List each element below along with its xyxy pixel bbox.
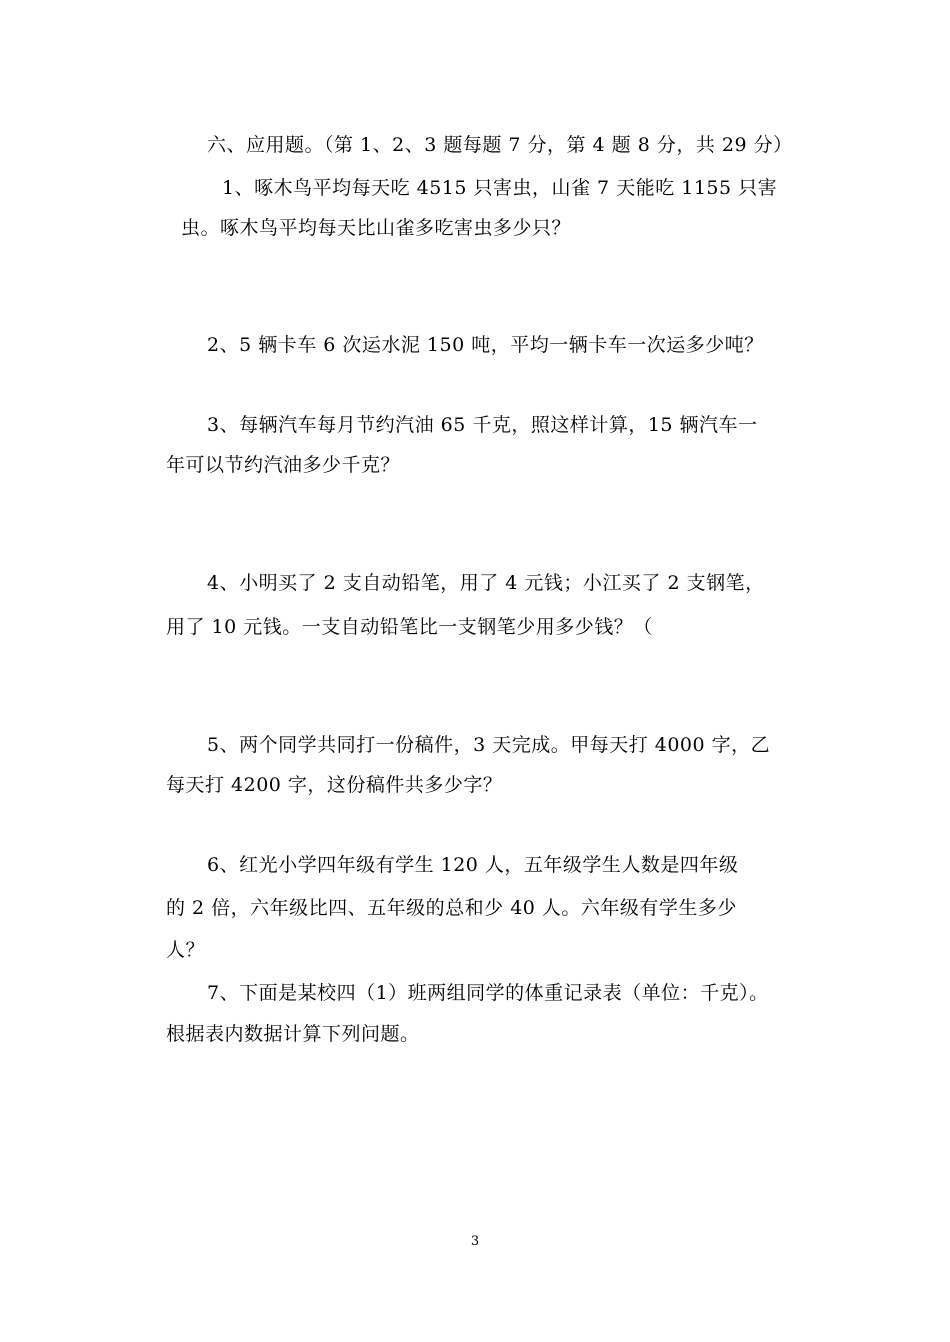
problem-4-line-2: 用了 10 元钱。一支自动铅笔比一支钢笔少用多少钱？（ [166, 616, 653, 638]
page-number: 3 [470, 1234, 480, 1249]
section-heading: 六、应用题。（第 1、2、3 题每题 7 分，第 4 题 8 分，共 29 分） [207, 134, 793, 156]
problem-5-line-1: 5、两个同学共同打一份稿件，3 天完成。甲每天打 4000 字，乙 [207, 734, 771, 756]
problem-3-line-1: 3、每辆汽车每月节约汽油 65 千克，照这样计算，15 辆汽车一 [207, 414, 758, 436]
problem-6-line-2: 的 2 倍，六年级比四、五年级的总和少 40 人。六年级有学生多少 [166, 897, 737, 919]
problem-3-line-2: 年可以节约汽油多少千克？ [166, 454, 401, 476]
problem-7-line-1: 7、下面是某校四（1）班两组同学的体重记录表（单位：千克）。 [207, 982, 769, 1004]
problem-4-line-1: 4、小明买了 2 支自动铅笔，用了 4 元钱；小江买了 2 支钢笔， [207, 572, 765, 594]
problem-5-line-2: 每天打 4200 字，这份稿件共多少字？ [166, 774, 503, 796]
problem-6-line-1: 6、红光小学四年级有学生 120 人，五年级学生人数是四年级 [207, 854, 739, 876]
problem-6-line-3: 人？ [166, 939, 206, 961]
problem-1-line-2: 虫。啄木鸟平均每天比山雀多吃害虫多少只？ [181, 217, 572, 239]
problem-1-line-1: 1、啄木鸟平均每天吃 4515 只害虫，山雀 7 天能吃 1155 只害 [222, 177, 778, 199]
problem-2-line-1: 2、5 辆卡车 6 次运水泥 150 吨，平均一辆卡车一次运多少吨？ [207, 334, 764, 356]
problem-7-line-2: 根据表内数据计算下列问题。 [166, 1023, 420, 1045]
